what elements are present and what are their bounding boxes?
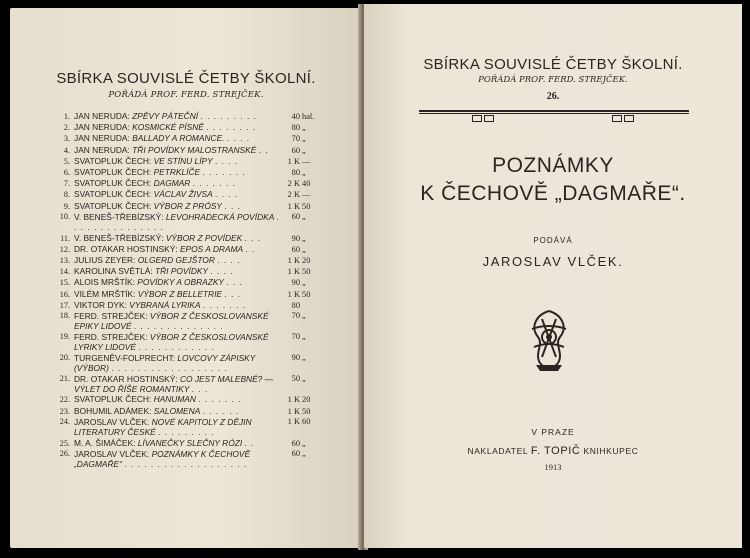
book-list (56, 111, 315, 470)
item-leader-dots: . . . . . . . . . . . . . . . . . . . (124, 459, 248, 470)
item-leader-dots: . . . (244, 232, 262, 243)
right-page (364, 4, 742, 548)
item-number: 20. (59, 352, 70, 362)
item-number: 21. (59, 373, 70, 383)
item-work: VE STÍNU LÍPY (153, 155, 213, 166)
list-item (56, 394, 312, 405)
item-work: POVÍDKY A OBRAZKY (137, 277, 225, 288)
left-page (10, 8, 362, 548)
item-author: VIKTOR DYK: (74, 299, 127, 310)
list-item (56, 266, 312, 277)
ornament-box (484, 115, 494, 122)
publication-year: 1913 (544, 462, 562, 472)
item-leader-dots: . . . . . . . . . . . . . . (133, 321, 224, 332)
item-leader-dots: . . . . (210, 266, 234, 277)
item-number: 7. (63, 179, 70, 189)
item-author: SVATOPLUK ČECH: (74, 155, 152, 166)
item-number: 24. (59, 416, 70, 426)
list-item (56, 233, 312, 244)
item-price: 70 (291, 311, 300, 321)
item-price: 80 (291, 123, 300, 133)
item-author: M. A. ŠIMÁČEK: (74, 437, 136, 448)
item-work: POZNÁMKY K ČECHOVĚ „DAGMAŘE“ (74, 448, 251, 470)
item-price: 70 (291, 331, 300, 341)
list-item (56, 167, 312, 178)
item-number: 2. (63, 123, 70, 133)
item-title (74, 449, 282, 470)
item-price: 1 K (287, 156, 300, 166)
item-currency: „ (302, 352, 306, 362)
item-number: 26. (59, 448, 70, 458)
item-leader-dots: . . . . . . . (192, 178, 236, 189)
item-author: JAN NERUDA: (74, 144, 130, 155)
item-author: KAROLINA SVĚTLÁ: (74, 266, 153, 277)
item-leader-dots: . . . . . . (202, 405, 240, 416)
item-work: PETRKLÍČE (153, 167, 201, 178)
item-currency: 20 (302, 395, 311, 405)
item-author: FERD. STREJČEK: (74, 331, 148, 342)
item-number: 4. (63, 145, 70, 155)
item-currency: „ (302, 244, 306, 254)
item-leader-dots: . . . (224, 288, 241, 299)
publisher-name: F. TOPIČ (530, 445, 581, 457)
item-price: 60 (291, 438, 300, 448)
item-author: JAN NERUDA: (74, 122, 130, 133)
list-item (56, 201, 312, 212)
item-title (74, 277, 282, 288)
item-title (74, 178, 282, 189)
item-number: 14. (59, 267, 70, 277)
item-currency: „ (302, 123, 306, 133)
item-work: VÝBOR Z ČESKOSLOVANSKÉ EPIKY LIDOVÉ (74, 311, 269, 332)
item-number: 25. (59, 438, 70, 448)
item-price: 1 K (287, 406, 300, 416)
item-work: VÁCLAV ŽIVSA (153, 189, 213, 200)
list-item (56, 438, 312, 449)
item-title (74, 374, 282, 395)
item-work: EPOS A DRAMA (179, 243, 244, 254)
item-leader-dots: . . . . . . . (198, 394, 242, 405)
item-author: BOHUMIL ADÁMEK: (74, 405, 152, 416)
item-title (74, 133, 282, 144)
list-item (56, 244, 312, 255)
list-item (56, 156, 312, 167)
item-price: 90 (291, 278, 300, 288)
item-leader-dots: . . (245, 243, 256, 254)
edited-by-label: PODÁVÁ (533, 236, 573, 245)
item-currency: „ (302, 211, 306, 221)
list-item (56, 417, 312, 438)
item-currency: 50 (302, 201, 311, 211)
list-item (56, 449, 312, 470)
item-leader-dots: . . . . (217, 255, 241, 266)
item-leader-dots: . . . (226, 277, 243, 288)
item-author: TURGENĚV-FOLPRECHT: (74, 352, 175, 363)
item-number: 5. (63, 156, 70, 166)
item-currency: „ (302, 438, 306, 448)
item-title (74, 394, 282, 405)
volume-number: 26. (546, 91, 560, 102)
item-leader-dots: . . (258, 144, 269, 155)
item-title (74, 311, 282, 332)
item-title (74, 266, 282, 277)
item-title (74, 122, 282, 133)
item-author: SVATOPLUK ČECH: (74, 394, 152, 405)
item-title (74, 212, 282, 233)
item-price: 60 (291, 244, 300, 254)
list-item (56, 353, 312, 374)
list-item (56, 178, 312, 189)
item-leader-dots: . . (244, 437, 255, 448)
item-title (74, 189, 282, 200)
item-title (74, 233, 282, 244)
item-work: HANUMAN (153, 394, 196, 405)
item-price: 80 (291, 168, 300, 178)
item-title (74, 111, 282, 122)
item-author: JAN NERUDA: (74, 111, 130, 121)
item-work: DAGMAR (153, 178, 191, 189)
item-number: 10. (59, 211, 70, 221)
item-number: 1. (63, 112, 70, 121)
series-title: SBÍRKA SOUVISLÉ ČETBY ŠKOLNÍ. (56, 70, 316, 87)
item-author: SVATOPLUK ČECH: (74, 200, 152, 211)
item-price: 1 K (287, 256, 300, 266)
item-work: LEVOHRADECKÁ POVÍDKA (165, 211, 275, 222)
item-price: 60 (291, 145, 300, 155)
list-item (56, 255, 312, 266)
list-item (56, 133, 312, 144)
item-currency: 50 (302, 289, 311, 299)
item-number: 19. (59, 331, 70, 341)
item-leader-dots: . . . . . . . . (206, 122, 257, 133)
item-work: OLGERD GEJŠTOR (137, 255, 215, 266)
item-currency: 50 (302, 267, 311, 277)
item-price: 50 (291, 373, 300, 383)
item-leader-dots: . . . . (226, 133, 251, 144)
item-work: VÝBOR Z POVÍDEK (165, 232, 243, 243)
item-currency: 40 (302, 179, 311, 189)
item-work: SALOMENA (153, 405, 201, 416)
item-title (74, 300, 282, 311)
item-price: 1 K (287, 395, 300, 405)
item-leader-dots: . . . . . . . . . . . . . . . (74, 211, 280, 233)
item-number: 22. (59, 395, 70, 405)
list-item (56, 289, 312, 300)
item-title (74, 244, 282, 255)
item-work: VÝBOR Z ČESKOSLOVANSKÉ LYRIKY LIDOVÉ (74, 331, 269, 353)
list-item (56, 332, 312, 353)
item-author: VILÉM MRŠTÍK: (74, 288, 136, 299)
item-leader-dots: . . . . . . . . . (158, 427, 215, 438)
item-author: SVATOPLUK ČECH: (74, 178, 152, 189)
series-editor: POŘÁDÁ PROF. FERD. STREJČEK. (108, 90, 264, 100)
item-title (74, 145, 282, 156)
item-currency: „ (302, 145, 306, 155)
list-item (56, 311, 312, 332)
item-price: 90 (291, 233, 300, 243)
item-currency: — (302, 156, 311, 166)
item-price: 60 (291, 211, 300, 221)
item-title (74, 353, 282, 374)
item-author: FERD. STREJČEK: (74, 311, 148, 322)
item-author: DR. OTAKAR HOSTINSKÝ: (74, 243, 178, 254)
list-item (56, 122, 312, 133)
list-item (56, 111, 315, 122)
item-work: NOVÉ KAPITOLY Z DĚJIN LITERATURY ČESKÉ (74, 416, 252, 438)
item-title (74, 417, 282, 438)
item-currency: 20 (302, 256, 311, 266)
item-work: TŘI POVÍDKY MALOSTRANSKÉ (132, 144, 257, 155)
item-number: 3. (63, 134, 70, 144)
item-work: KOSMICKÉ PÍSNĚ (132, 122, 204, 133)
item-author: DR. OTAKAR HOSTINSKÝ: (74, 373, 178, 384)
book-title-line-2: K ČECHOVĚ „DAGMAŘE“. (420, 182, 686, 205)
item-currency: „ (302, 168, 306, 178)
item-currency: „ (302, 448, 306, 458)
item-work: CO JEST MALEBNÉ? — VÝLET DO ŘÍŠE ROMANTIKY (74, 373, 274, 394)
item-currency: hal. (302, 112, 315, 121)
item-work: LÍVANEČKY SLEČNY RÓZI (137, 437, 243, 448)
item-author: JAROSLAV VLČEK: (74, 448, 150, 459)
item-work: VYBRANÁ LYRIKA (129, 299, 201, 310)
item-price: 1 K (287, 289, 300, 299)
item-leader-dots: . . . (191, 383, 209, 394)
item-leader-dots: . . . . (215, 189, 239, 200)
series-editor: POŘÁDÁ PROF. FERD. STREJČEK. (478, 75, 628, 85)
item-title (74, 406, 282, 417)
ornament-box (472, 115, 482, 122)
series-title: SBÍRKA SOUVISLÉ ČETBY ŠKOLNÍ. (423, 56, 683, 73)
item-title (74, 201, 282, 212)
item-author: JAN NERUDA: (74, 133, 130, 144)
item-currency: „ (302, 278, 306, 288)
item-leader-dots: . . . . . . . . . . . . (138, 342, 215, 353)
item-number: 18. (59, 311, 70, 321)
list-item (56, 406, 312, 417)
editor-name: JAROSLAV VLČEK. (482, 254, 624, 269)
item-number: 17. (59, 300, 70, 310)
item-currency: „ (302, 134, 306, 144)
item-title (74, 156, 282, 167)
item-number: 6. (63, 168, 70, 178)
item-price: 1 K (287, 416, 300, 426)
item-title (74, 255, 282, 266)
item-currency: „ (302, 331, 306, 341)
item-work: ZPĚVY PÁTEČNÍ (132, 111, 199, 121)
item-title (74, 289, 282, 300)
item-number: 9. (63, 201, 70, 211)
item-number: 23. (59, 406, 70, 416)
item-leader-dots: . . . (224, 200, 241, 211)
item-currency: „ (302, 233, 306, 243)
item-price: 1 K (287, 201, 300, 211)
item-leader-dots: . . . . . . . . . (200, 111, 257, 121)
item-author: JAROSLAV VLČEK: (74, 416, 150, 427)
item-author: SVATOPLUK ČECH: (74, 189, 152, 200)
list-item (56, 277, 312, 288)
item-number: 16. (59, 289, 70, 299)
item-author: SVATOPLUK ČECH: (74, 167, 152, 178)
publisher-pre: NAKLADATEL (467, 446, 528, 456)
item-title (74, 332, 282, 353)
list-item (56, 145, 312, 156)
item-number: 15. (59, 278, 70, 288)
list-item (56, 374, 312, 395)
publication-place: V PRAZE (531, 427, 575, 437)
item-leader-dots: . . . . . . . . . . . . . . . . . . (111, 363, 228, 374)
item-author: JULIUS ZEYER: (74, 255, 136, 266)
item-work: VÝBOR Z PRÓSY (153, 200, 223, 211)
ornament-box (612, 115, 622, 122)
item-price: 80 (291, 300, 300, 310)
item-author: V. BENEŠ-TŘEBÍZSKÝ: (74, 232, 164, 243)
item-currency: — (302, 190, 311, 200)
item-work: LOVCOVY ZÁPISKY (VÝBOR) (74, 352, 256, 374)
item-work: VÝBOR Z BELLETRIE (137, 288, 223, 299)
item-currency: „ (302, 373, 306, 383)
ornament-box (624, 115, 634, 122)
item-number: 8. (63, 190, 70, 200)
item-number: 13. (59, 256, 70, 266)
item-price: 40 (291, 112, 300, 121)
item-price: 70 (291, 134, 300, 144)
publisher-post: KNIHKUPEC (583, 446, 639, 456)
item-title (74, 438, 282, 449)
item-currency: 60 (302, 416, 311, 426)
item-price: 60 (291, 448, 300, 458)
item-author: ALOIS MRŠTÍK: (74, 277, 135, 288)
item-author: V. BENEŠ-TŘEBÍZSKÝ: (74, 211, 164, 222)
item-number: 11. (60, 233, 70, 243)
title-rule (419, 110, 689, 114)
item-currency: 50 (302, 406, 311, 416)
item-leader-dots: . . . . . . . (202, 167, 246, 178)
list-item (56, 189, 312, 200)
item-leader-dots: . . . . . . . (202, 299, 247, 310)
list-item (56, 300, 312, 311)
item-work: TŘI POVÍDKY (155, 266, 209, 277)
publisher-emblem-icon (524, 307, 574, 373)
item-number: 12. (59, 244, 70, 254)
item-price: 90 (291, 352, 300, 362)
item-price: 2 K (287, 190, 300, 200)
publisher-line (364, 445, 742, 457)
item-work: BALLADY A ROMANCE. (132, 133, 225, 144)
item-title (74, 167, 282, 178)
item-currency: „ (302, 311, 306, 321)
list-item (56, 212, 312, 233)
item-price: 1 K (287, 267, 300, 277)
item-price: 2 K (287, 179, 300, 189)
book-title-line-1: POZNÁMKY (492, 154, 614, 177)
item-leader-dots: . . . . (215, 155, 239, 166)
